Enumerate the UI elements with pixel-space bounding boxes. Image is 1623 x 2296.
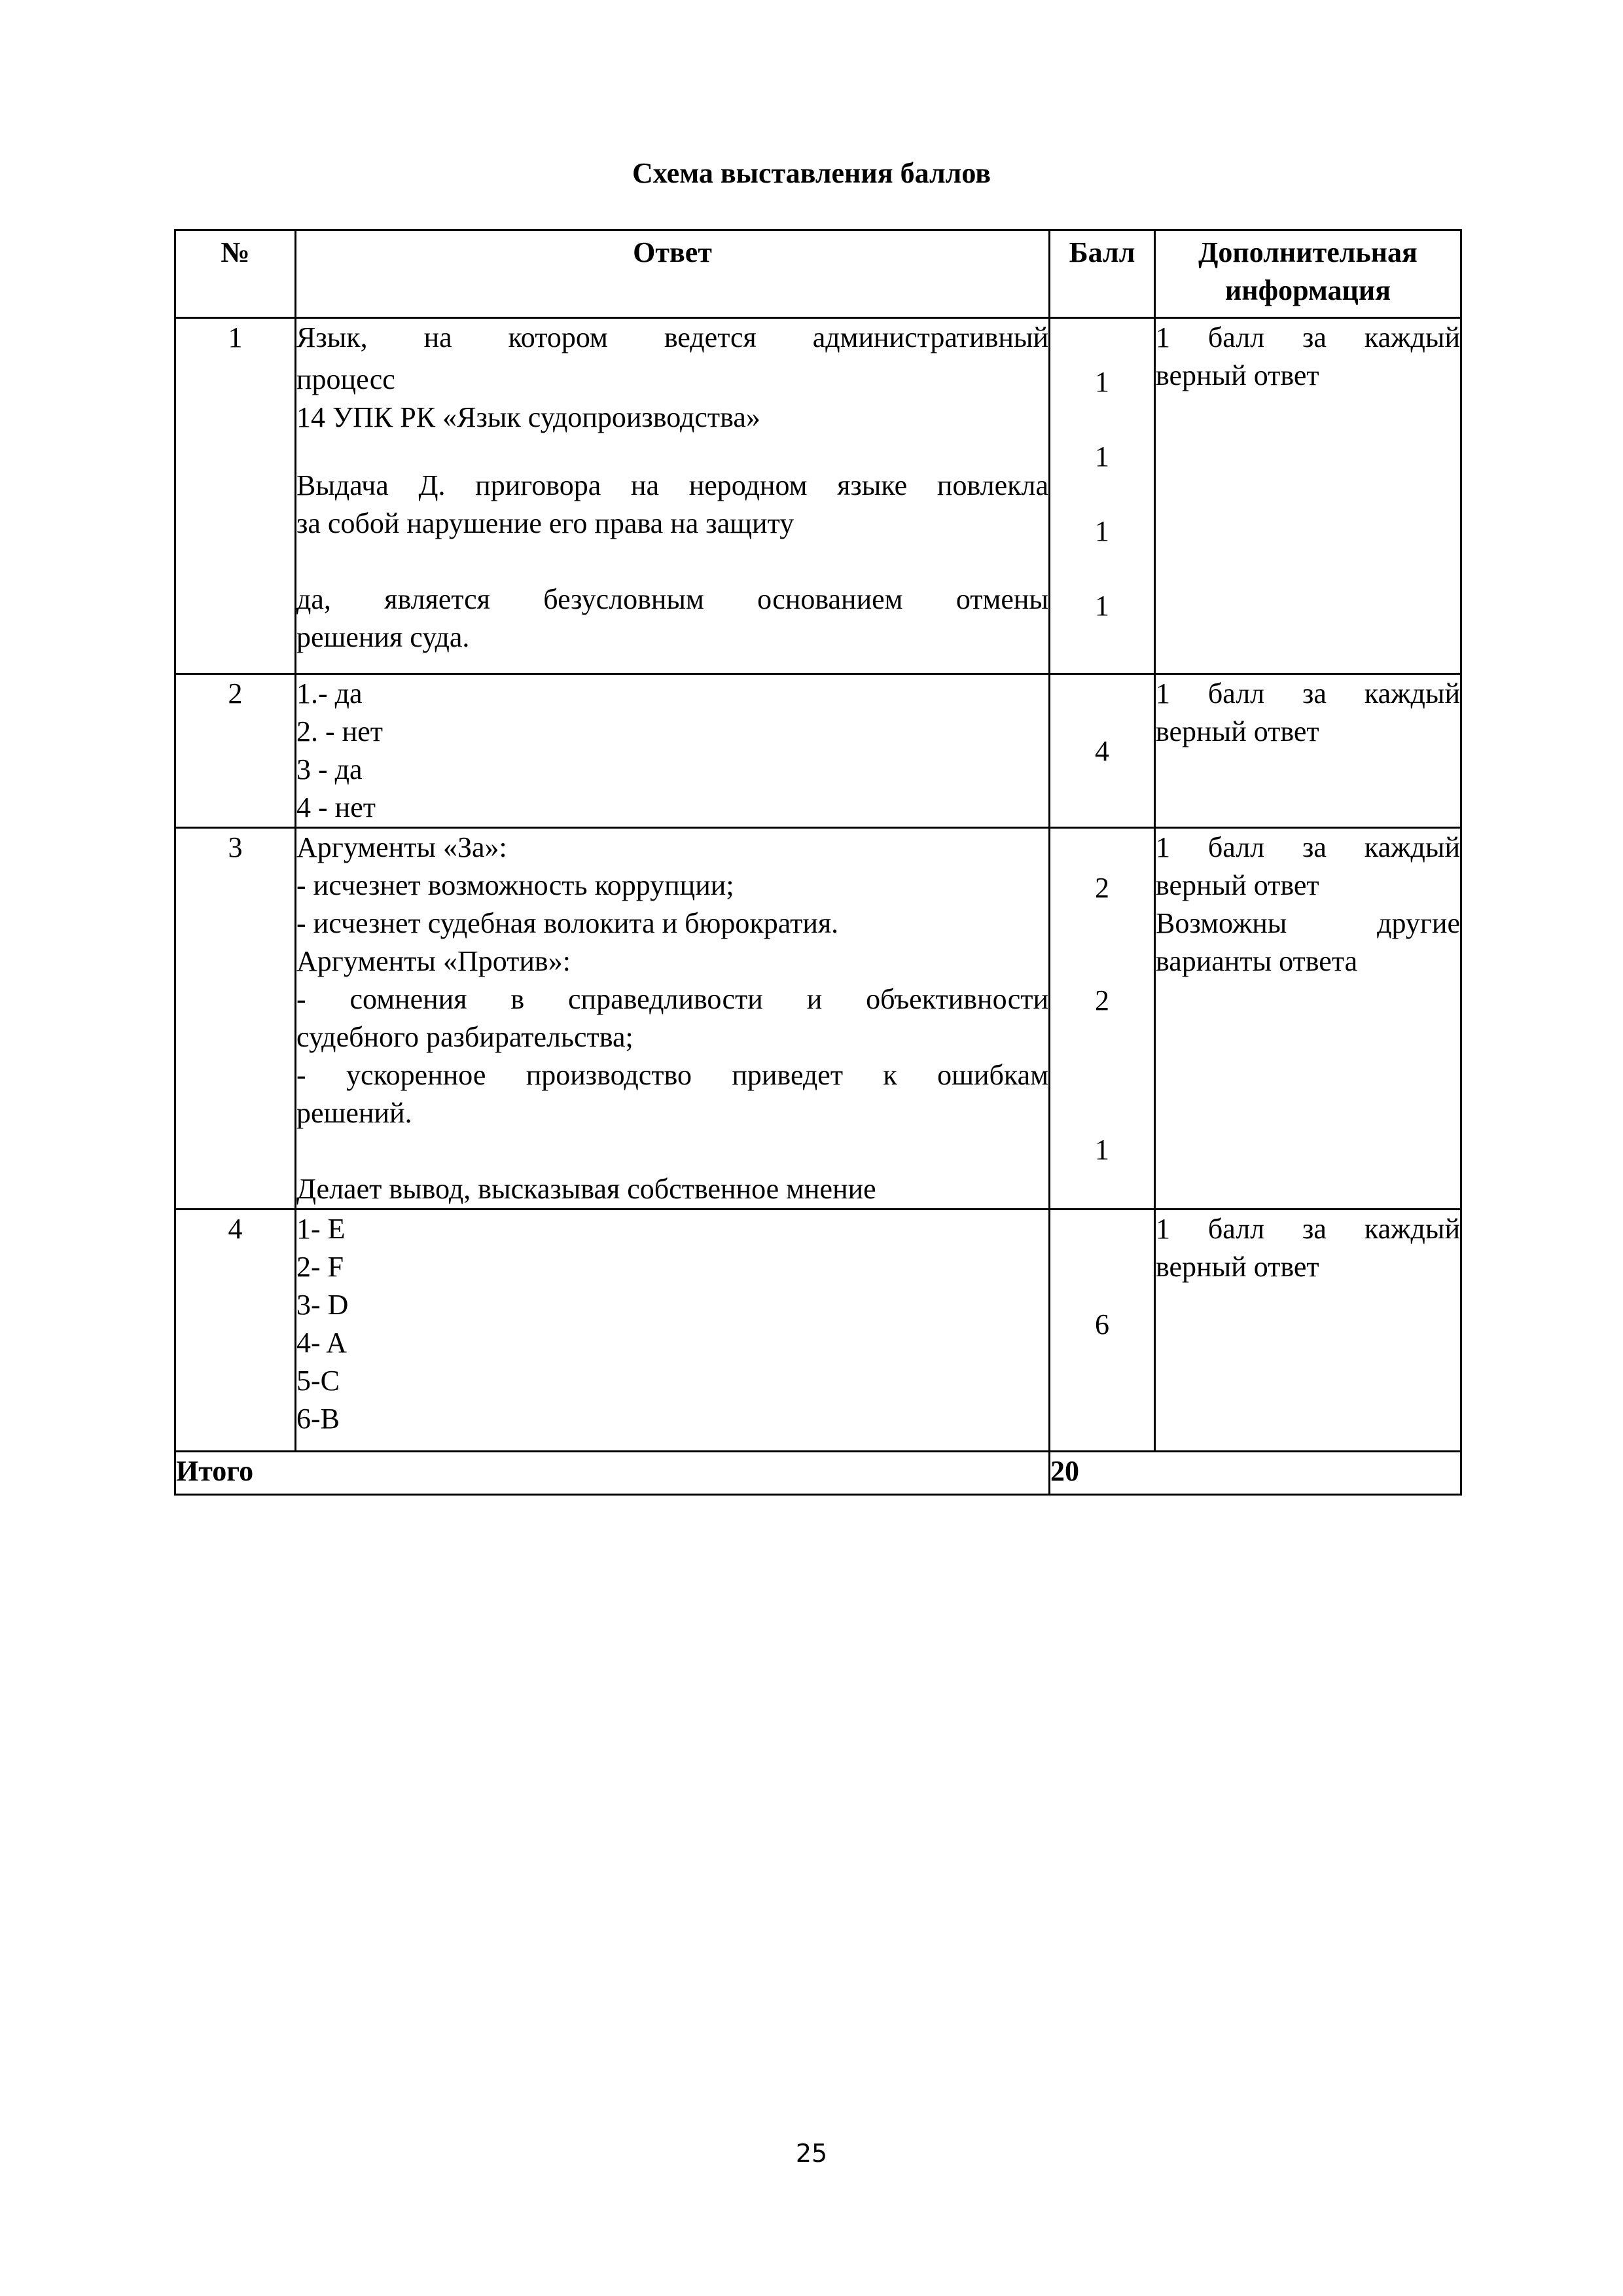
row-additional-info xyxy=(1155,674,1461,828)
document-title: Схема выставления баллов xyxy=(632,157,991,189)
answer-line: 3 - да xyxy=(296,753,363,785)
table-row xyxy=(175,674,1461,828)
answer-line: решений. xyxy=(296,1097,412,1129)
row-answer xyxy=(296,674,1050,828)
info-line: верный ответ xyxy=(1156,715,1319,747)
answer-line: да, является безусловным основанием отмены xyxy=(296,583,1048,615)
points-value: 2 xyxy=(1095,872,1109,904)
answer-line: Язык, на котором ведется административный xyxy=(296,321,1048,353)
row-number: 1 xyxy=(175,318,296,674)
info-line: Возможны другие xyxy=(1156,907,1460,939)
answer-line: судебного разбирательства; xyxy=(296,1021,633,1053)
answer-line: процесс xyxy=(296,363,395,395)
answer-line: Аргументы «Против»: xyxy=(296,945,571,977)
info-line: 1 балл за каждый xyxy=(1156,1213,1460,1245)
answer-line: 4- A xyxy=(296,1327,347,1359)
row-answer xyxy=(296,318,1050,674)
answer-line: 6-B xyxy=(296,1403,340,1435)
row-number: 2 xyxy=(175,674,296,828)
info-line: верный ответ xyxy=(1156,359,1319,391)
header-additional-info xyxy=(1155,230,1461,318)
answer-line: - сомнения в справедливости и объективности xyxy=(296,983,1048,1015)
answer-line: 14 УПК РК «Язык судопроизводства» xyxy=(296,401,760,433)
answer-line: - исчезнет возможность коррупции; xyxy=(296,869,734,901)
header-points: Балл xyxy=(1050,230,1155,318)
points-value: 1 xyxy=(1095,590,1109,622)
header-info-line-2: информация xyxy=(1224,274,1391,306)
table-row xyxy=(175,318,1461,674)
total-label: Итого xyxy=(175,1452,1050,1495)
answer-line: 5-C xyxy=(296,1365,340,1397)
points-value: 1 xyxy=(1095,515,1109,547)
header-answer: Ответ xyxy=(296,230,1050,318)
row-points xyxy=(1050,1210,1155,1452)
info-line: варианты ответа xyxy=(1156,945,1358,977)
row-number: 3 xyxy=(175,828,296,1210)
answer-line: решения суда. xyxy=(296,621,470,653)
answer-line: 4 - нет xyxy=(296,791,376,823)
points-value: 1 xyxy=(1095,440,1109,473)
answer-line: Делает вывод, высказывая собственное мнение xyxy=(296,1173,876,1205)
header-info-line-1: Дополнительная xyxy=(1198,236,1418,268)
points-value: 2 xyxy=(1095,984,1109,1016)
info-line: 1 балл за каждый xyxy=(1156,831,1460,863)
answer-line: 3- D xyxy=(296,1289,349,1321)
row-additional-info xyxy=(1155,1210,1461,1452)
row-points xyxy=(1050,674,1155,828)
answer-line: Аргументы «За»: xyxy=(296,831,507,863)
info-line: верный ответ xyxy=(1156,869,1319,901)
page-number: 25 xyxy=(795,2139,828,2168)
answer-line: 1.- да xyxy=(296,677,363,709)
answer-line: - исчезнет судебная волокита и бюрократия. xyxy=(296,907,839,939)
row-number: 4 xyxy=(175,1210,296,1452)
answer-line: 2- F xyxy=(296,1251,344,1283)
answer-line: за собой нарушение его права на защиту xyxy=(296,507,794,539)
info-line: 1 балл за каждый xyxy=(1156,677,1460,709)
row-additional-info xyxy=(1155,318,1461,674)
row-points xyxy=(1050,828,1155,1210)
table-header-row xyxy=(175,230,1461,318)
table-row xyxy=(175,1210,1461,1452)
row-points xyxy=(1050,318,1155,674)
table-row xyxy=(175,828,1461,1210)
total-row xyxy=(175,1452,1461,1495)
points-value: 1 xyxy=(1095,366,1109,398)
answer-line: 1- E xyxy=(296,1213,346,1245)
answer-line: 2. - нет xyxy=(296,715,383,747)
points-value: 6 xyxy=(1095,1308,1109,1340)
row-additional-info xyxy=(1155,828,1461,1210)
points-value: 1 xyxy=(1095,1134,1109,1166)
row-answer xyxy=(296,828,1050,1210)
total-value: 20 xyxy=(1050,1452,1461,1495)
grading-table xyxy=(174,229,1462,1496)
info-line: верный ответ xyxy=(1156,1251,1319,1283)
answer-line: - ускоренное производство приведет к ошибкам xyxy=(296,1059,1048,1091)
header-number: № xyxy=(175,230,296,318)
points-value: 4 xyxy=(1095,735,1109,767)
info-line: 1 балл за каждый xyxy=(1156,321,1460,353)
row-answer xyxy=(296,1210,1050,1452)
answer-line: Выдача Д. приговора на неродном языке повлекла xyxy=(296,469,1048,501)
